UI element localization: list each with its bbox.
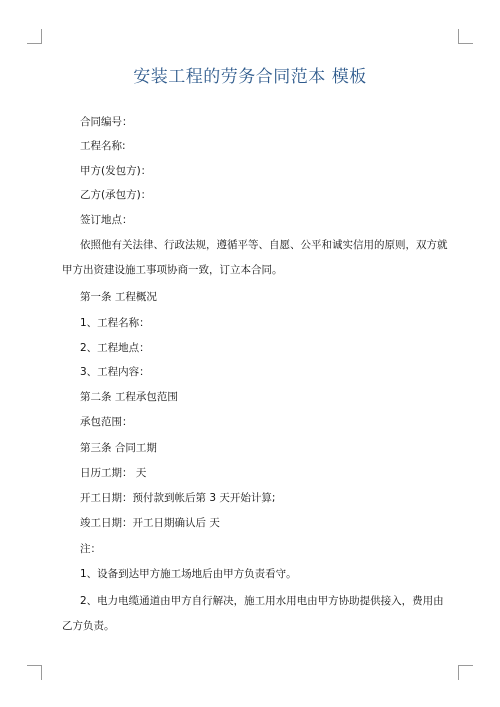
preamble-line-1: 依照他有关法律、行政法规，遵循平等、自愿、公平和诚实信用的原则，双方就	[80, 239, 448, 251]
calendar-duration-line: 日历工期： 天	[80, 467, 147, 479]
note-2-line-1: 2、电力电缆通道由甲方自行解决，施工用水用电由甲方协助提供接入，费用由	[80, 595, 444, 607]
crop-mark-top-right	[458, 29, 473, 44]
contract-number-line: 合同编号：	[80, 116, 133, 128]
article-1-item-3: 3、工程内容：	[80, 366, 150, 378]
party-b-line: 乙方(承包方)：	[80, 189, 152, 201]
crop-mark-bottom-left	[27, 665, 42, 680]
signing-place-line: 签订地点：	[80, 214, 133, 226]
note-2-line-2: 乙方负责。	[62, 620, 115, 632]
preamble-line-2: 甲方出资建设施工事项协商一致，订立本合同。	[62, 264, 283, 276]
notes-heading: 注：	[80, 543, 101, 555]
crop-mark-bottom-right	[458, 665, 473, 680]
article-1-item-2: 2、工程地点：	[80, 342, 150, 354]
party-a-line: 甲方(发包方)：	[80, 165, 152, 177]
start-date-line: 开工日期：预付款到帐后第 3 天开始计算;	[80, 492, 276, 504]
document-title: 安装工程的劳务合同范本 模板	[133, 67, 367, 87]
article-2-heading: 第二条 工程承包范围	[80, 391, 178, 403]
project-name-line: 工程名称:	[80, 140, 126, 152]
crop-mark-top-left	[27, 29, 42, 44]
note-1-line: 1、设备到达甲方施工场地后由甲方负责看守。	[80, 568, 297, 580]
article-3-heading: 第三条 合同工期	[80, 442, 157, 454]
article-1-item-1: 1、工程名称：	[80, 317, 150, 329]
scope-line: 承包范围：	[80, 416, 133, 428]
article-1-heading: 第一条 工程概况	[80, 291, 157, 303]
completion-date-line: 竣工日期：开工日期确认后 天	[80, 517, 220, 529]
